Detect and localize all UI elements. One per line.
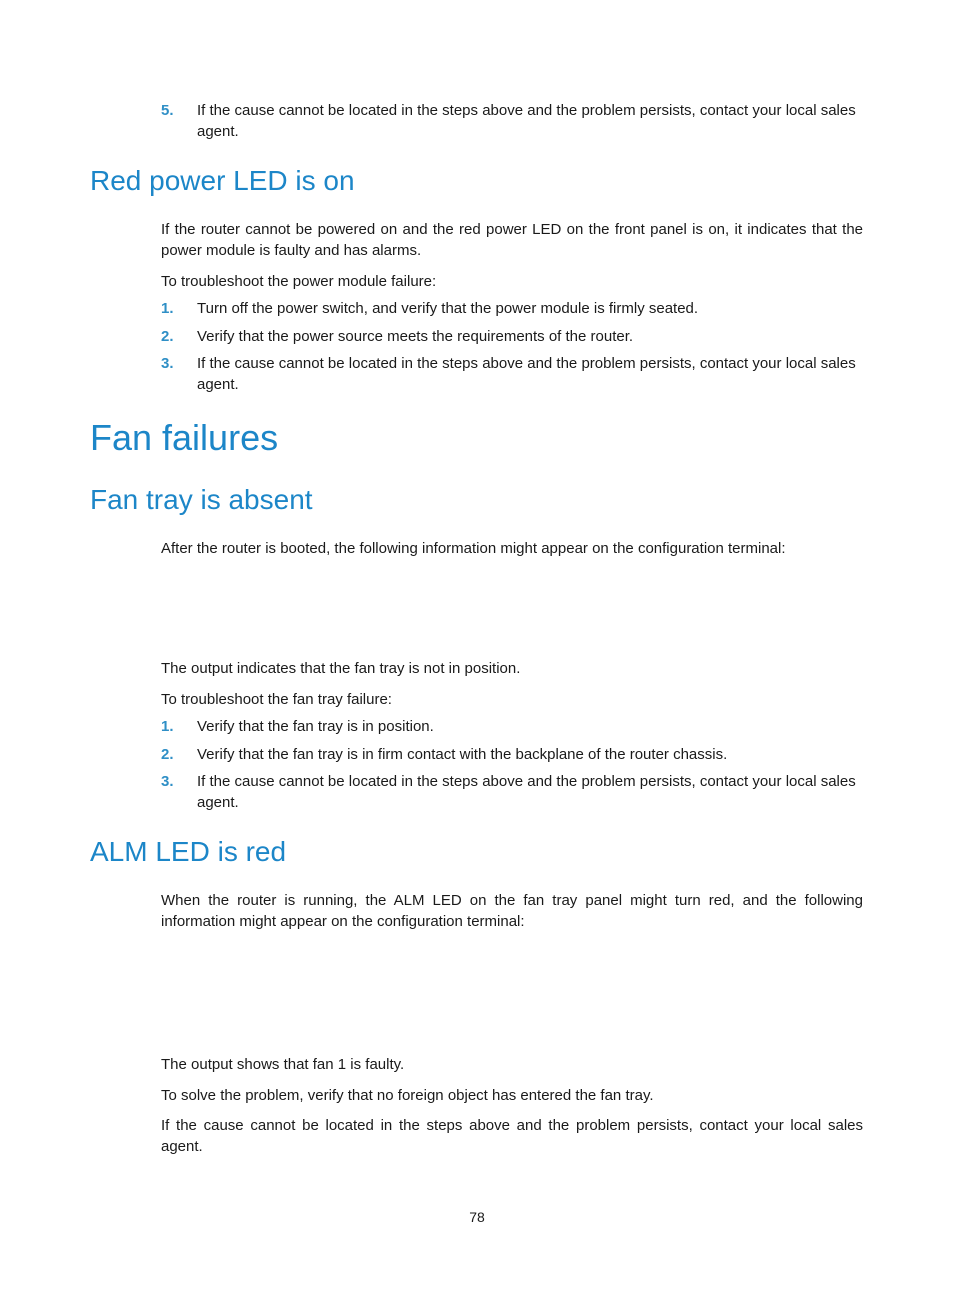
list-item — [161, 298, 863, 319]
step-number: 3. — [161, 773, 174, 790]
step-text: Turn off the power switch, and verify that the power module is firmly seated. — [197, 300, 699, 317]
paragraph-alm-led-closing: If the cause cannot be located in the steps above and the problem persists, contact your local sales agent. — [161, 1117, 863, 1155]
section-heading-alm-led-red: ALM LED is red — [90, 836, 287, 867]
paragraph-fan-absent-intro: After the router is booted, the following information might appear on the configuration terminal: — [161, 540, 786, 557]
paragraph-alm-led-output-note: The output shows that fan 1 is faulty. — [161, 1056, 405, 1073]
paragraph-alm-led-solution: To solve the problem, verify that no foreign object has entered the fan tray. — [161, 1087, 654, 1104]
step-text: Verify that the fan tray is in position. — [197, 718, 434, 735]
step-number: 5. — [161, 102, 174, 119]
step-number: 3. — [161, 355, 174, 372]
step-number: 1. — [161, 300, 174, 317]
paragraph-alm-led-intro: When the router is running, the ALM LED on the fan tray panel might turn red, and the following information might appear on the configuration terminal: — [161, 892, 863, 930]
step-text: Verify that the power source meets the requirements of the router. — [197, 328, 634, 345]
list-item — [161, 353, 863, 395]
step-number: 2. — [161, 746, 174, 763]
step-number: 2. — [161, 328, 174, 345]
list-item — [161, 326, 863, 347]
step-text: If the cause cannot be located in the steps above and the problem persists, contact your local sales agent. — [197, 773, 856, 811]
list-item — [161, 744, 863, 765]
step-text: If the cause cannot be located in the steps above and the problem persists, contact your local sales agent. — [197, 355, 856, 393]
section-heading-fan-tray-absent: Fan tray is absent — [90, 484, 313, 515]
paragraph-fan-absent-lead: To troubleshoot the fan tray failure: — [161, 691, 392, 708]
step-text: If the cause cannot be located in the steps above and the problem persists, contact your local sales agent. — [197, 102, 856, 140]
step-text: Verify that the fan tray is in firm contact with the backplane of the router chassis. — [197, 746, 728, 763]
section-heading-red-power-led: Red power LED is on — [90, 165, 355, 196]
list-item — [161, 771, 863, 813]
paragraph-red-led-intro: If the router cannot be powered on and the red power LED on the front panel is on, it indicates that the power module is faulty and has alarms. — [161, 221, 863, 259]
page-number: 78 — [469, 1209, 485, 1225]
paragraph-fan-absent-output-note: The output indicates that the fan tray is not in position. — [161, 660, 521, 677]
list-item — [161, 716, 863, 737]
step-number: 1. — [161, 718, 174, 735]
list-item — [161, 100, 863, 142]
paragraph-red-led-lead: To troubleshoot the power module failure: — [161, 273, 437, 290]
chapter-heading-fan-failures: Fan failures — [90, 417, 279, 458]
